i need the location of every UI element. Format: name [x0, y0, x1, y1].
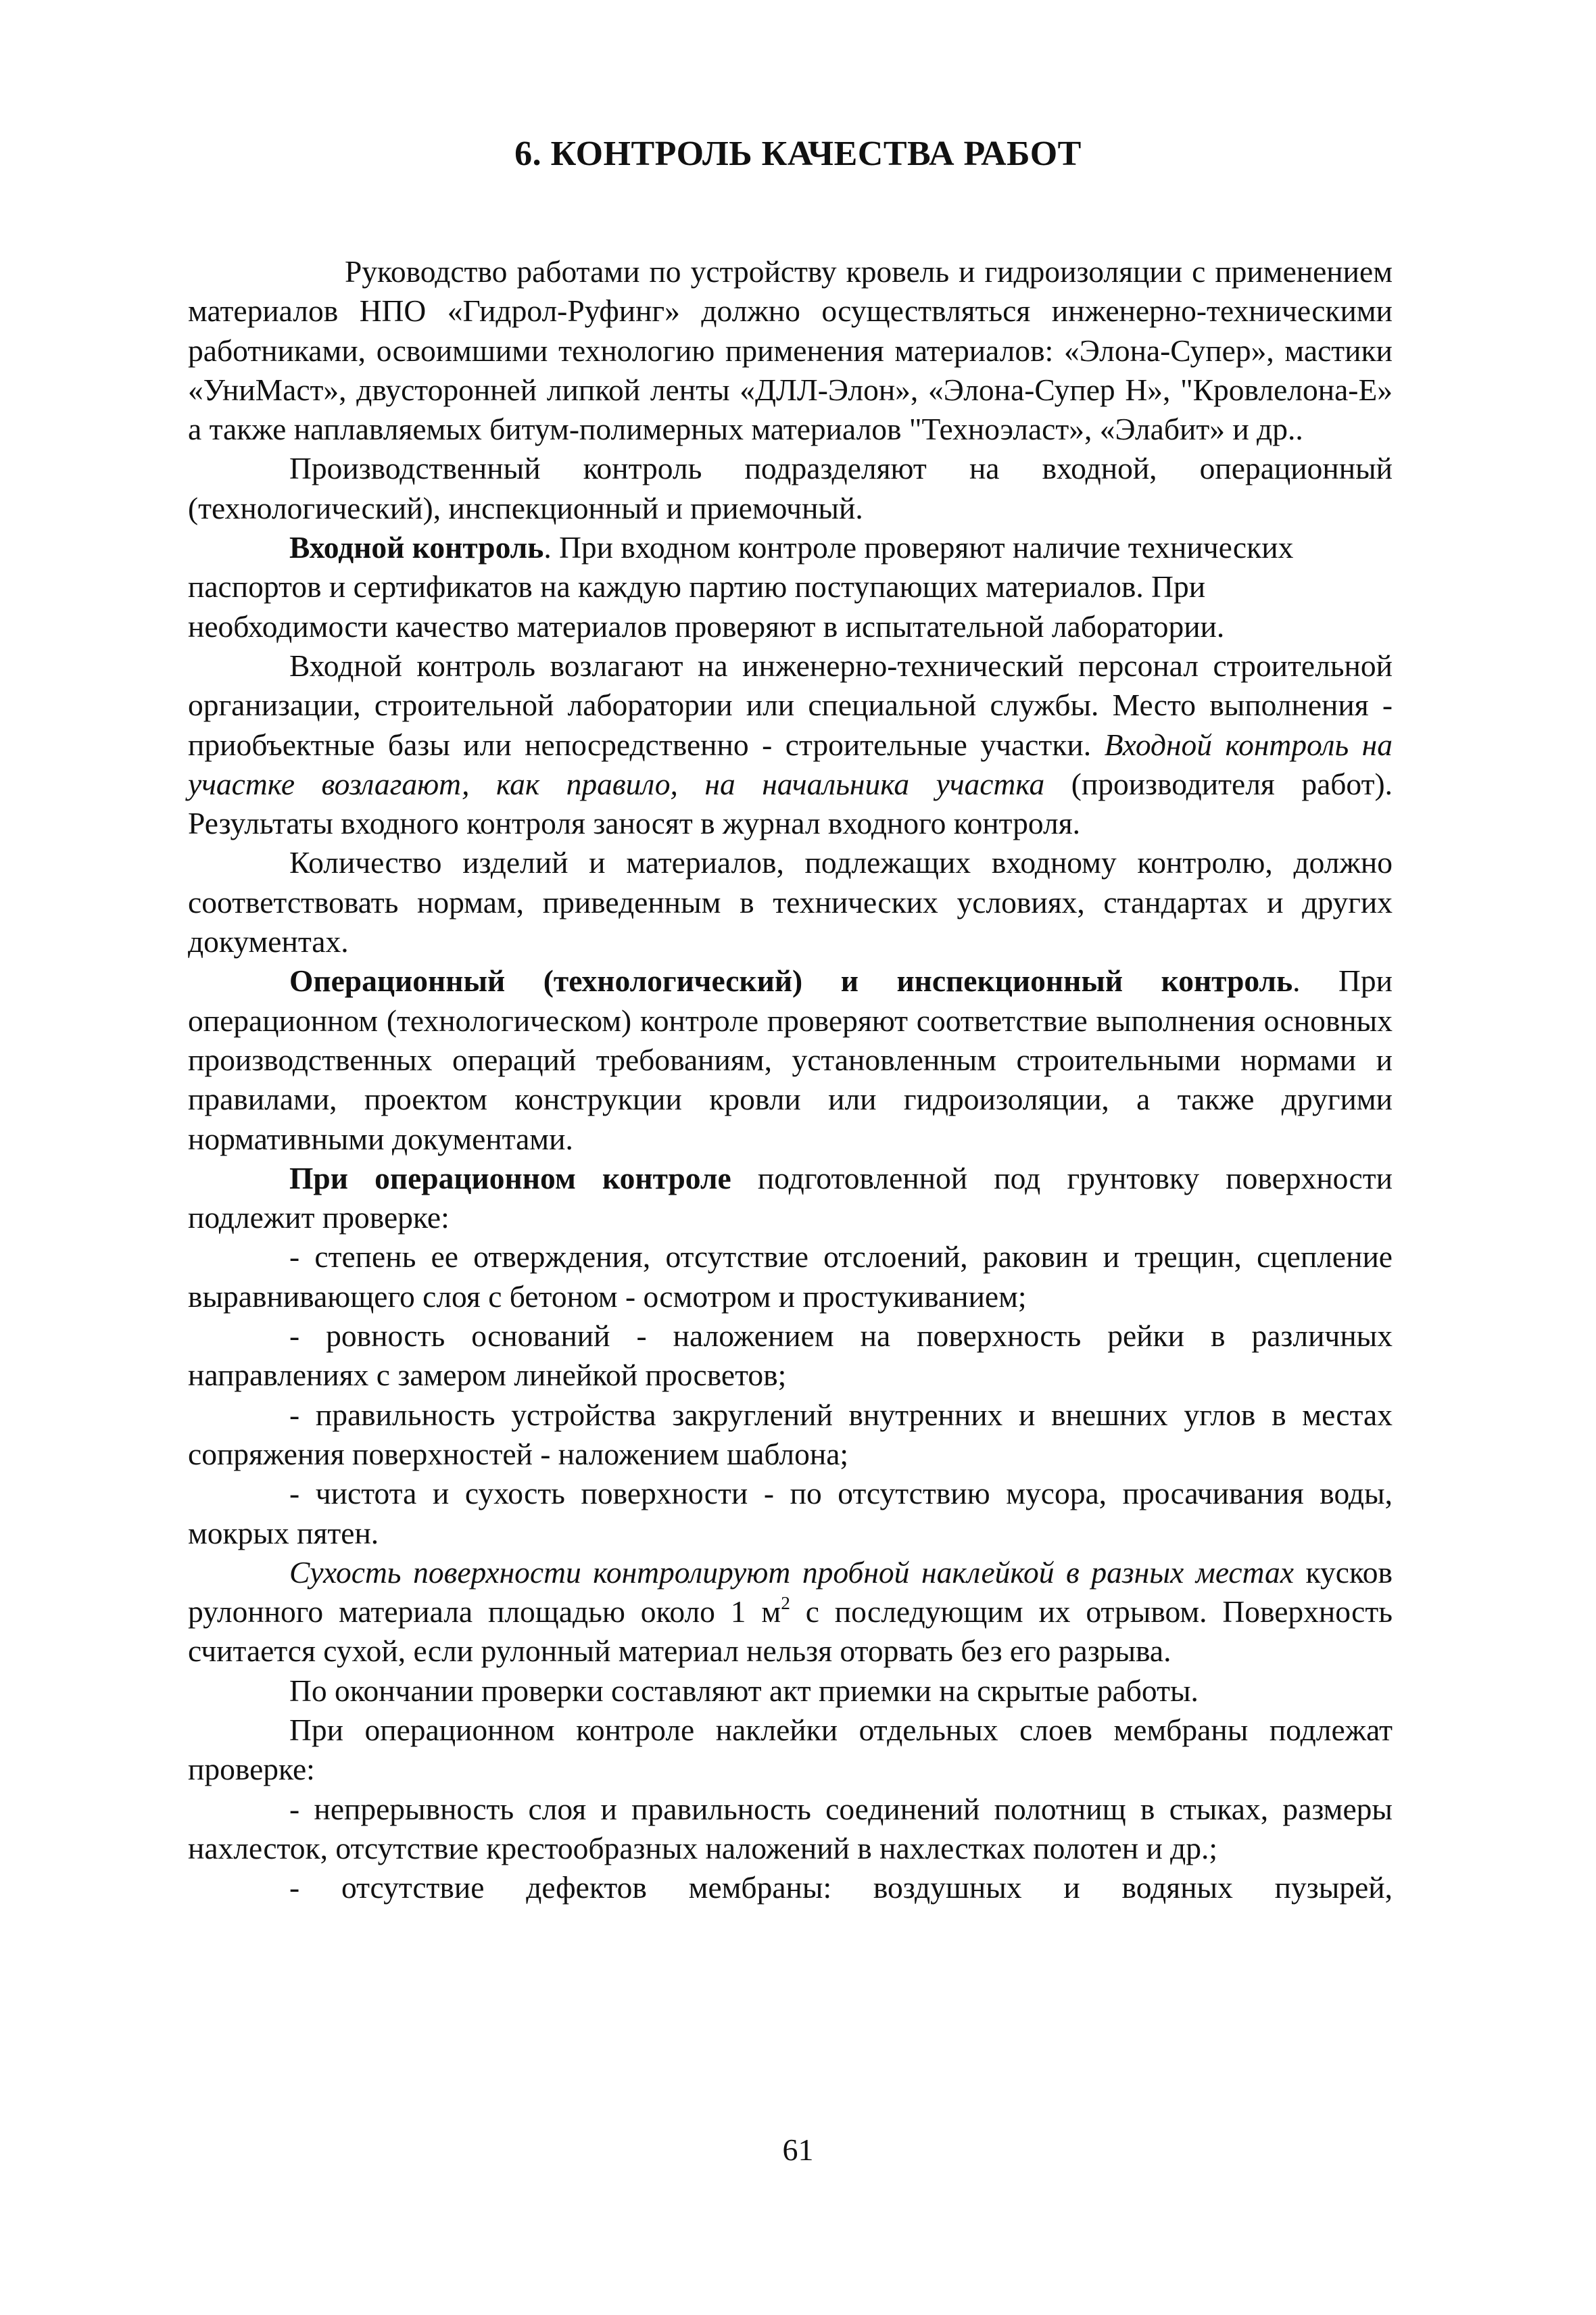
paragraph-incoming-responsibility: [188, 646, 1393, 843]
incoming-control-heading: Входной контроль: [289, 530, 544, 565]
list-item-continuity: - непрерывность слоя и правильность соединений полотнищ в стыках, размеры нахлесток, отсутствие крестообразных наложений в нахлестках полотен и др.;: [188, 1791, 1393, 1865]
list-item-evenness: - ровность оснований - наложением на поверхность рейки в различных направлениях с замером линейкой просветов;: [188, 1318, 1393, 1393]
dryness-text-b: с последующим их отрывом. Поверхность считается сухой, если рулонный материал нельзя оторвать без его разрыва.: [188, 1594, 1393, 1669]
square-superscript: 2: [781, 1593, 790, 1614]
list-item-corners: - правильность устройства закруглений внутренних и внешних углов в местах сопряжения поверхностей - наложением шаблона;: [188, 1397, 1393, 1471]
dryness-italic: Сухость поверхности контролируют пробной наклейкой в разных местах: [289, 1554, 1294, 1590]
paragraph-hidden-works-act: По окончании проверки составляют акт приемки на скрытые работы.: [289, 1673, 1199, 1708]
incoming-responsibility-italic: Входной контроль на участке возлагают, как правило, на начальника участка: [188, 727, 1393, 801]
document-body: [188, 252, 1393, 1907]
surface-check-text: подготовленной под грунтовку поверхности подлежит проверке:: [188, 1160, 1393, 1235]
paragraph-control-types: Производственный контроль подразделяют на входной, операционный (технологический), инспекционный и приемочный.: [188, 451, 1393, 525]
page-number: 61: [782, 2132, 814, 2167]
operational-control-heading: Операционный (технологический) и инспекционный контроль: [289, 963, 1293, 999]
dryness-text-a: кусков рулонного материала площадью около 1 м: [188, 1554, 1393, 1629]
paragraph-dryness: [188, 1553, 1393, 1671]
list-item-hardening: - степень ее отверждения, отсутствие отслоений, раковин и трещин, сцепление выравнивающего слоя с бетоном - осмотром и простукиванием;: [188, 1239, 1393, 1314]
incoming-control-text: . При входном контроле проверяют наличие технических паспортов и сертификатов на каждую партию поступающих материалов. При необходимости качество материалов проверяют в испытательной лаборатории.: [188, 530, 1294, 644]
paragraph-operational-control: [188, 961, 1393, 1158]
list-item-defects: - отсутствие дефектов мембраны: воздушных и водяных пузырей,: [289, 1870, 1393, 1905]
paragraph-membrane-layers: При операционном контроле наклейки отдельных слоев мембраны подлежат проверке:: [188, 1712, 1393, 1787]
section-title: 6. КОНТРОЛЬ КАЧЕСТВА РАБОТ: [514, 135, 1082, 173]
operational-control-text: . При операционном (технологическом) контроле проверяют соответствие выполнения основных производственных операций требованиям, установленным строительными нормами и правилами, проектом конструкции кровли или гидроизоляции, а также другими нормативными документами.: [188, 963, 1393, 1156]
paragraph-intro: Руководство работами по устройству кровель и гидроизоляции с применением материалов НПО «Гидрол-Руфинг» должно осуществляться инженерно-техническими работниками, освоимшими технологию применения материалов: «Элона-Супер», мастики «УниМаст», двусторонней липкой ленты «ДЛЛ-Элон», «Элона-Супер Н», "Кровлелона-Е» а также наплавляемых битум-полимерных материалов "Техноэласт», «Элабит» и др..: [188, 254, 1393, 447]
paragraph-incoming-control: [188, 528, 1393, 646]
paragraph-quantity: Количество изделий и материалов, подлежащих входному контролю, должно соответствовать нормам, приведенным в технических условиях, стандартах и других документах.: [188, 845, 1393, 959]
paragraph-surface-check: [188, 1159, 1393, 1238]
list-item-cleanliness: - чистота и сухость поверхности - по отсутствию мусора, просачивания воды, мокрых пятен.: [188, 1476, 1393, 1550]
incoming-responsibility-text-a: Входной контроль возлагают на инженерно-технический персонал строительной организации, строительной лаборатории или специальной службы. Место выполнения - приобъектные базы или непосредственно - строительные участки.: [188, 648, 1393, 762]
surface-check-heading: При операционном контроле: [289, 1160, 731, 1195]
incoming-responsibility-text-b: (производителя работ). Результаты входного контроля заносят в журнал входного контроля.: [188, 766, 1393, 841]
